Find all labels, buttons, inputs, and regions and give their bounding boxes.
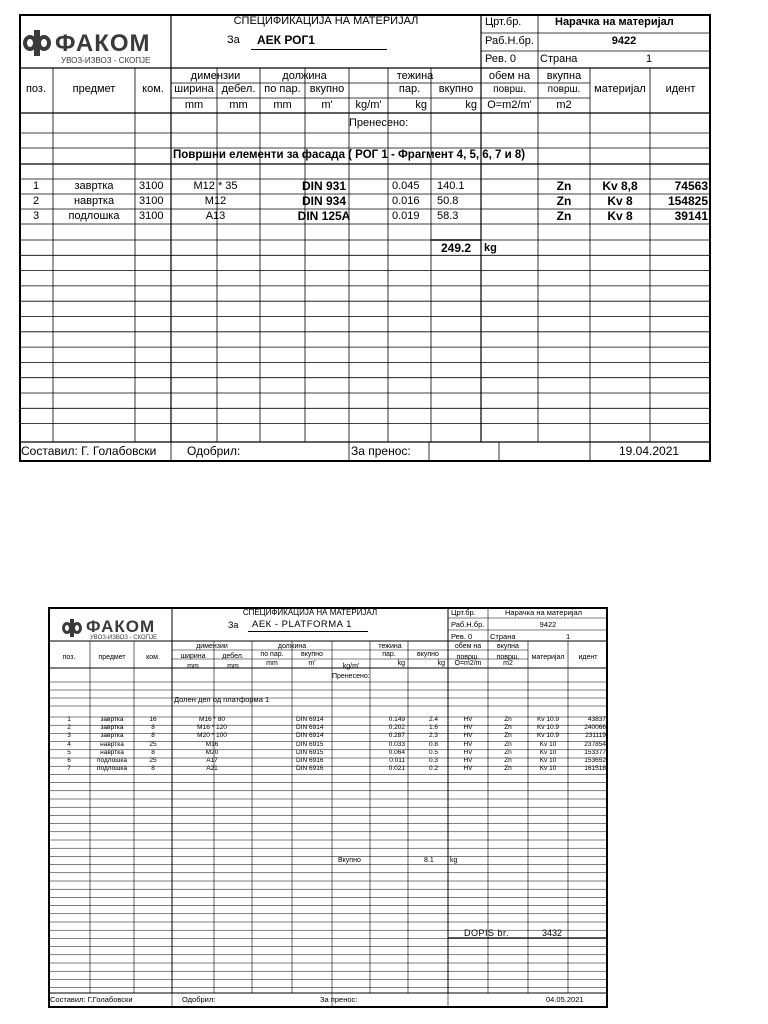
- row-weight-per: 0.016: [392, 195, 420, 207]
- specification-sheet-1: [19, 14, 711, 462]
- unit-m2: m2: [556, 99, 572, 111]
- row-surface: HV: [463, 740, 473, 748]
- col-material: материјал: [531, 654, 565, 661]
- unit-m2: m2: [503, 660, 513, 667]
- for-label: За: [228, 620, 239, 630]
- total-weight-unit: kg: [484, 242, 497, 254]
- row-surface: HV: [463, 724, 473, 732]
- row-item: подлошка: [96, 757, 128, 764]
- sheet-2-grid: [48, 607, 608, 1008]
- row-pos: 7: [67, 765, 71, 773]
- row-weight-total: 50.8: [437, 195, 459, 207]
- row-material: Kv 8: [607, 194, 633, 208]
- carried-over-label: Пренесено:: [332, 673, 370, 680]
- unit-kg-total: kg: [437, 660, 445, 667]
- col-total-surface-2: површ.: [496, 654, 520, 661]
- col-thickness: дебел.: [221, 83, 256, 95]
- composed-by: Составил: Г. Голабовски: [21, 444, 157, 458]
- row-weight-total: 0.2: [428, 765, 438, 773]
- sheet-date: 19.04.2021: [619, 444, 680, 458]
- revision-label: Рев. 0: [451, 632, 473, 641]
- row-finish: Zn: [504, 765, 512, 773]
- row-qty: 3100: [139, 180, 164, 192]
- row-qty: 3100: [139, 195, 164, 207]
- row-dimension: M16: [205, 740, 219, 748]
- unit-thickness: mm: [229, 99, 248, 111]
- row-qty: 8: [151, 748, 155, 756]
- row-standard: DIN 931: [301, 179, 347, 193]
- brand-logo: [62, 615, 172, 645]
- row-dimension: A13: [205, 210, 226, 222]
- work-no-label: Раб.Н.бр.: [485, 35, 534, 47]
- col-total-length: вкупно: [301, 651, 323, 658]
- col-surface: обем на: [488, 70, 531, 82]
- work-no: 9422: [611, 35, 637, 47]
- row-standard: DIN 6914: [296, 724, 324, 732]
- row-weight-per: 0.045: [392, 180, 420, 192]
- work-no: 9422: [539, 620, 557, 629]
- order-title: Нарачка на материјал: [555, 16, 674, 28]
- brand-tagline: УВОЗ-ИЗВОЗ - СКОПЈЕ: [90, 635, 158, 641]
- row-finish: Zn: [504, 748, 512, 756]
- page-label: Страна: [490, 632, 516, 641]
- spec-title: СПЕЦИФИКАЦИЈА НА МАТЕРИЈАЛ: [242, 608, 378, 617]
- row-surface: Zn: [556, 179, 572, 193]
- row-item: навртка: [100, 748, 124, 756]
- row-standard: DIN 934: [301, 194, 347, 208]
- row-weight-per: 0.149: [388, 716, 405, 723]
- row-dimension: A21: [206, 765, 218, 773]
- row-qty: 8: [151, 765, 155, 773]
- col-surface-2: површ.: [493, 84, 526, 95]
- row-material: Kv 10: [539, 748, 557, 756]
- work-no-label: Раб.Н.бр.: [451, 620, 485, 629]
- col-ident: идент: [578, 654, 598, 661]
- row-finish: Zn: [504, 740, 512, 748]
- row-weight-total: 0.8: [428, 740, 438, 748]
- row-surface: Zn: [556, 194, 572, 208]
- row-ident: 237854: [584, 740, 606, 748]
- row-standard: DIN 6914: [296, 716, 324, 723]
- row-material: Kv 8: [607, 209, 633, 223]
- row-finish: Zn: [504, 724, 512, 732]
- row-dimension: M20: [205, 748, 219, 756]
- row-item: завртка: [100, 724, 124, 732]
- row-pos: 1: [32, 180, 40, 192]
- row-weight-total: 1.6: [428, 724, 438, 732]
- composed-by: Составил: Г.Голабовски: [50, 995, 133, 1004]
- row-dimension: M16 * 80: [198, 716, 226, 723]
- row-material: Kv 8,8: [602, 179, 638, 193]
- row-weight-per: 0.019: [392, 210, 420, 222]
- row-dimension: M20 * 100: [197, 732, 227, 740]
- row-surface: HV: [463, 732, 473, 740]
- col-per-piece: по пар.: [264, 83, 301, 95]
- row-pos: 3: [67, 732, 71, 740]
- row-standard: DIN 6916: [296, 765, 324, 773]
- unit-kg-per-m: kg/m': [342, 663, 360, 670]
- brand-name: ФАКОМ: [55, 30, 151, 57]
- unit-kg-per: kg: [397, 660, 405, 667]
- row-standard: DIN 6914: [296, 732, 324, 740]
- col-total-length: вкупно: [309, 83, 345, 95]
- section-title: Површни елементи за фасада ( РОГ 1 - Фрагмент 4, 5, 6, 7 и 8): [173, 149, 526, 161]
- row-weight-per: 0.033: [388, 740, 405, 748]
- for-label: За: [227, 34, 240, 46]
- row-ident: 74563: [674, 179, 708, 193]
- row-weight-per: 0.021: [388, 765, 405, 773]
- sheet-date: 04.05.2021: [546, 995, 584, 1004]
- col-qty: ком.: [146, 654, 160, 661]
- row-weight-total: 0.3: [428, 757, 438, 764]
- row-item: завртка: [100, 732, 124, 740]
- drawing-no-label: Црт.бр.: [451, 608, 476, 617]
- row-weight-total: 58.3: [437, 210, 459, 222]
- unit-per-piece: mm: [273, 99, 292, 111]
- row-ident: 161518: [584, 765, 606, 773]
- col-weight: тежина: [378, 643, 402, 650]
- col-pos: поз.: [62, 654, 76, 661]
- col-material: материјал: [594, 83, 646, 95]
- row-material: Kv 10: [539, 757, 557, 764]
- row-ident: 154825: [667, 194, 708, 208]
- col-ident: идент: [665, 83, 696, 95]
- row-finish: Zn: [504, 757, 512, 764]
- col-per-piece: по пар.: [260, 651, 284, 658]
- row-surface: HV: [463, 757, 473, 764]
- row-weight-per: 0.064: [388, 748, 405, 756]
- row-finish: Zn: [504, 716, 512, 723]
- unit-surface: O=m2/m': [487, 99, 532, 111]
- specification-sheet-2: [48, 607, 608, 1008]
- row-ident: 39141: [674, 209, 708, 223]
- row-weight-total: 2.4: [428, 716, 438, 723]
- row-weight-total: 140.1: [437, 180, 465, 192]
- col-item: предмет: [98, 654, 126, 661]
- unit-total-length: m': [321, 99, 333, 111]
- row-weight-per: 0.202: [388, 724, 405, 732]
- approved-by: Одобрил:: [187, 444, 241, 458]
- unit-per-piece: mm: [266, 660, 278, 667]
- row-material: Kv 10: [539, 765, 557, 773]
- col-weight-per: пар.: [398, 83, 421, 95]
- row-surface: HV: [463, 765, 473, 773]
- row-standard: DIN 6915: [296, 748, 324, 756]
- row-ident: 240066: [584, 724, 606, 732]
- row-item: подлошка: [96, 765, 128, 773]
- col-dimensions: димензии: [190, 70, 241, 82]
- row-weight-per: 0.011: [389, 757, 405, 764]
- row-qty: 3100: [139, 210, 164, 222]
- col-dimensions: димензии: [196, 643, 228, 650]
- row-dimension: M12 * 35: [193, 180, 238, 192]
- col-item: предмет: [72, 83, 116, 95]
- total-weight-unit: kg: [450, 857, 458, 864]
- row-item: завртка: [74, 180, 114, 192]
- page-label: Страна: [540, 53, 578, 65]
- row-item: подлошка: [68, 210, 120, 222]
- row-ident: 153377: [584, 748, 606, 756]
- carried-over-label: Пренесено:: [349, 117, 409, 129]
- approved-by: Одобрил:: [182, 995, 216, 1004]
- row-qty: 8: [151, 724, 155, 732]
- unit-total-length: m': [308, 660, 316, 667]
- unit-width: mm: [187, 663, 199, 670]
- brand-name: ФАКОМ: [86, 617, 156, 636]
- brand-logo: [21, 26, 169, 70]
- row-qty: 16: [149, 716, 157, 723]
- row-pos: 4: [67, 740, 71, 748]
- col-length: должина: [277, 643, 307, 650]
- row-pos: 6: [67, 757, 71, 764]
- order-title: Нарачка на материјал: [505, 608, 583, 617]
- unit-kg-per: kg: [415, 99, 427, 111]
- row-dimension: A17: [206, 757, 218, 764]
- row-qty: 25: [149, 740, 157, 748]
- project-underline: [248, 631, 368, 632]
- col-width: ширина: [174, 83, 214, 95]
- col-width: ширина: [180, 653, 206, 660]
- row-standard: DIN 125A: [297, 209, 351, 223]
- row-pos: 2: [32, 195, 40, 207]
- transfer-label: За пренос:: [351, 444, 411, 458]
- col-total-surface: вкупна: [497, 643, 519, 650]
- row-ident: 153652: [584, 757, 606, 764]
- col-weight-total: вкупно: [417, 651, 439, 658]
- revision-label: Рев. 0: [485, 53, 517, 65]
- unit-kg-per-m: kg/m': [355, 99, 382, 111]
- dopis-number: 3432: [542, 928, 563, 938]
- total-label: Вкупно: [338, 857, 361, 864]
- row-material: Kv 10.9: [536, 724, 560, 732]
- section-title: Долен дел од платформа 1: [174, 695, 270, 704]
- row-weight-total: 0.5: [428, 748, 438, 756]
- row-qty: 8: [151, 732, 155, 740]
- col-qty: ком.: [142, 83, 164, 95]
- page-number: 1: [566, 632, 571, 641]
- col-weight-per: пар.: [382, 651, 396, 658]
- row-pos: 3: [32, 210, 40, 222]
- row-ident: 231119: [585, 732, 606, 740]
- col-pos: поз.: [25, 83, 47, 95]
- dopis-label: DOPIS br.: [464, 928, 510, 938]
- row-pos: 2: [67, 724, 71, 732]
- fakom-emblem-icon: [23, 29, 51, 57]
- spec-title: СПЕЦИФИКАЦИЈА НА МАТЕРИЈАЛ: [233, 15, 419, 27]
- row-material: Kv 10.9: [536, 732, 560, 740]
- row-surface: HV: [463, 748, 473, 756]
- unit-width: mm: [184, 99, 204, 111]
- row-surface: HV: [463, 716, 473, 723]
- row-item: навртка: [100, 740, 124, 748]
- col-total-surface-2: површ.: [547, 84, 581, 95]
- total-weight: 8.1: [424, 857, 434, 864]
- total-weight: 249.2: [441, 241, 472, 255]
- project-underline: [251, 49, 387, 50]
- unit-surface: O=m2/m: [454, 660, 482, 667]
- row-dimension: M16 * 120: [197, 724, 227, 732]
- unit-kg-total: kg: [465, 99, 477, 111]
- row-pos: 5: [67, 748, 71, 756]
- brand-tagline: УВОЗ-ИЗВОЗ - СКОПЈЕ: [61, 56, 151, 65]
- col-weight-total: вкупно: [438, 83, 474, 95]
- col-length: должина: [282, 70, 327, 82]
- project-name: АЕК РОГ1: [257, 33, 315, 47]
- row-dimension: M12: [204, 195, 227, 207]
- row-surface: Zn: [556, 209, 572, 223]
- drawing-no-label: Црт.бр.: [485, 16, 522, 28]
- row-item: завртка: [100, 716, 124, 723]
- row-material: Kv 10.9: [536, 716, 560, 723]
- fakom-emblem-icon: [62, 618, 82, 638]
- row-weight-total: 2.3: [428, 732, 438, 740]
- unit-thickness: mm: [227, 663, 239, 670]
- row-qty: 25: [149, 757, 157, 764]
- row-ident: 43837: [587, 716, 606, 723]
- row-standard: DIN 6916: [296, 757, 324, 764]
- col-weight: тежина: [396, 70, 434, 82]
- col-surface-2: површ.: [456, 654, 480, 661]
- row-finish: Zn: [504, 732, 512, 740]
- row-item: навртка: [73, 195, 115, 207]
- row-material: Kv 10: [539, 740, 557, 748]
- page-number: 1: [646, 53, 653, 65]
- col-thickness: дебел.: [222, 653, 244, 660]
- project-name: АЕК - PLATFORMA 1: [252, 619, 352, 630]
- row-standard: DIN 6915: [296, 740, 324, 748]
- row-weight-per: 0.287: [388, 732, 405, 740]
- col-surface: обем на: [454, 643, 482, 650]
- row-pos: 1: [67, 716, 71, 723]
- transfer-label: За пренос:: [320, 995, 358, 1004]
- col-total-surface: вкупна: [546, 70, 582, 82]
